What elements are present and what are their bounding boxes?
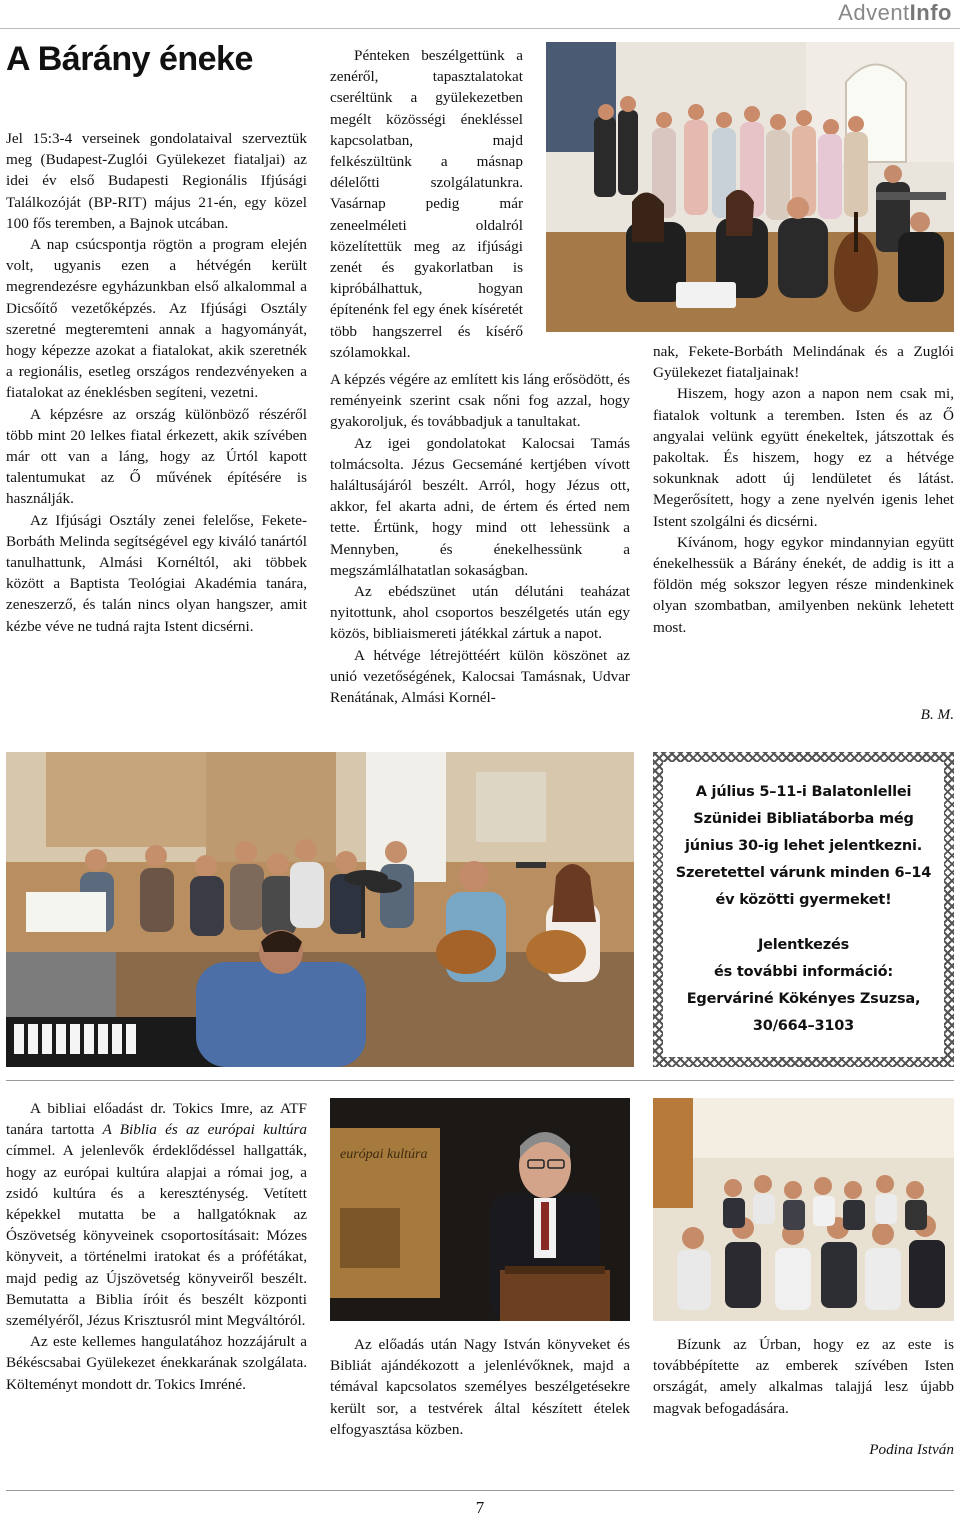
notice-line: 30/664–3103 <box>752 1018 855 1034</box>
notice-line: év közötti gyermeket! <box>715 892 892 908</box>
brand-light: Advent <box>838 0 910 25</box>
article1-paragraph: Kívánom, hogy egykor mindannyian együtt énekelhessük a Bárány énekét, de addig is itt a földön még sokszor legyen része mindenkinek olyan szombatban, amilyenben nekünk lehetett most. <box>653 533 954 636</box>
camp-notice-box <box>653 752 954 1067</box>
audience-photo <box>653 1098 954 1321</box>
article1-column-1 <box>6 128 307 637</box>
article1-column-2 <box>330 369 630 708</box>
article2-paragraph: Az előadás után Nagy István könyveket és Bibliát ajándékozott a jelenlévőknek, majd a témával kapcsolatos személyes beszélgetésekre került sor, a testvérek által készített ételek elfogyasztása közben. <box>330 1336 630 1438</box>
article2-paragraph: Bízunk az Úrban, hogy ez az este is továbbépítette az emberek szívében Isten országát, amely alkalmas talajjá lesz újabb magvak befogadására. <box>653 1336 954 1417</box>
article2-paragraph <box>6 1331 307 1395</box>
choir-photo <box>546 42 954 332</box>
notice-line: és további információ: <box>714 964 893 980</box>
article2-paragraph <box>6 1098 307 1331</box>
article2-column-2 <box>330 1334 630 1440</box>
lecture-title: A Biblia és az európai kultúra <box>102 1121 307 1139</box>
article1-paragraph: Az Ifjúsági Osztály zenei felelőse, Fekete-Borbáth Melinda segítségével egy kiváló tanártól tanulhattunk, Almási Kornéltól, aki többek között a Baptista Teológiai Akadémia tanára, zeneszerző, és talán nincs olyan hangszer, amit kézbe véve ne tudná rajta Istent dicsérni. <box>6 511 307 635</box>
slide-text: európai kultúra <box>340 1147 428 1162</box>
camp-notice-content <box>663 762 944 1057</box>
notice-line: Egerváriné Kökényes Zsuzsa, <box>686 991 921 1007</box>
notice-line: A július 5–11-i Balatonlellei <box>695 784 912 800</box>
article1-paragraph: nak, Fekete-Borbáth Melindának és a Zuglói Gyülekezet fiataljainak! <box>653 343 954 382</box>
article2-text: A bibliai előadást dr. Tokics Imre, az ATF tanára tartotta <box>6 1100 307 1139</box>
section-divider <box>6 1080 954 1081</box>
article1-column-3 <box>653 341 954 725</box>
article1-paragraph: Jel 15:3-4 verseinek gondolataival szerveztük meg (Budapest-Zuglói Gyülekezet fiataljai) az idei év első Budapesti Regionális Ifjúsági Találkozóját (BP-RIT) május 21-én, egy közel 100 fős teremben, a Bajnok utcában. <box>6 130 307 232</box>
article2-column-3 <box>653 1334 954 1460</box>
workshop-photo <box>6 752 634 1067</box>
article1-paragraph: Hiszem, hogy azon a napon nem csak mi, fiatalok voltunk a teremben. Isten és az Ő angyalai velünk együtt énekeltek, játszottak és pakoltak. És hiszem, hogy ez a hétvége sokunknak adott új lendületet és látást. Megerősített, hogy a zene nyelvén igenis lehet Istent szolgálni és dicsérni. <box>653 385 954 530</box>
article1-paragraph: A nap csúcspontja rögtön a program elején volt, ugyanis ezen a hétvégén került megrendezésre egyházunkban első alkalommal a Dicsőítő vezetőképzés. Az Ifjúsági Osztály szeretné megteremteni annak a hagyományát, hogy képezze azokat a fiatalokat, akik szeretnék a regionális, esetleg országos rendezvényeken a fiatalokat az éneklésben segíteni, vezetni. <box>6 236 307 402</box>
notice-line: június 30-ig lehet jelentkezni. <box>684 838 923 854</box>
article1-paragraph: A képzés végére az említett kis láng erősödött, és reményeink szerint csak nőni fog azzal, hogy gyakoroljuk, és továbbadjuk a tanultakat. <box>330 371 630 431</box>
article2-text: címmel. A jelenlevők érdeklődéssel hallgatták, hogy az európai kultúra alapjai a római jog, a zsidó kultúra és a kereszténység. Vetített képekkel mutatta be a hallgatóknak az Ószövetség könyveinek csoportosításait: Mózes könyveit, a történelmi iratokat és a prófétákat, majd pedig az Újszövetség könyveiről beszélt. Bemutatta a Biblia íróit és beszélt központi személyéről, Jézus Krisztusról mint Megváltóról. <box>6 1142 307 1330</box>
article1-paragraph: Az igei gondolatokat Kalocsai Tamás tolmácsolta. Jézus Gecsemáné kertjében vívott haláltusájáról beszélt. Arról, hogy Jézus ott, akkor, fel akarta adni, de értem és érted nem tette. Értünk, hogy mind ott lehessünk a Mennyben, és énekelhessünk a megszámlálhatatlan sokaságban. <box>330 434 630 579</box>
article-title: A Bárány éneke <box>6 40 253 78</box>
article1-paragraph: A képzésre az ország különböző részéről több mint 20 lelkes fiatal érkezett, akik szívében már ott van a láng, hogy az Úrtól kapott talentumukat az Ő művének építésére is használják. <box>6 405 307 508</box>
article1-paragraph: Pénteken beszélgettünk a zenéről, tapasztalatokat cseréltünk a gyülekezetben megélt közösségi énekléssel kapcsolatban, majd felkészültünk a másnap délelőtti szolgálatunkra. Vasárnap pedig már zeneelméleti oldalról közelítettük meg az ifjúsági zenét és gyakorlatban is kipróbálhattuk, hogyan építenénk fel egy ének kíséretét több hangszerrel és kísérő szólamokkal. <box>330 47 523 361</box>
article2-signature: Podina István <box>869 1440 954 1458</box>
magazine-brand <box>838 0 952 26</box>
article1-signature: B. M. <box>920 705 954 723</box>
header-rule <box>0 28 960 29</box>
footer-rule <box>6 1490 954 1491</box>
notice-line: Szeretettel várunk minden 6–14 <box>675 865 932 881</box>
article1-column-2-top <box>330 45 523 363</box>
lecture-photo <box>330 1098 630 1321</box>
brand-bold: Info <box>909 0 952 25</box>
article2-column-1 <box>6 1098 307 1395</box>
notice-line: Jelentkezés <box>757 937 850 953</box>
page-number: 7 <box>475 1498 485 1517</box>
article2-text: Az este kellemes hangulatához hozzájárult a Békéscsabai Gyülekezet énekkarának szolgálata. Költeményt mondott dr. Tokics Imréné. <box>6 1333 307 1393</box>
article1-paragraph: Az ebédszünet után délutáni teaházat nyitottunk, ahol csoportos beszélgetés után egy közös, bibliaismereti játékkal zártuk a napot. <box>330 583 630 643</box>
notice-line: Szünidei Bibliatáborba még <box>693 811 914 827</box>
article1-paragraph: A hétvége létrejöttéért külön köszönet az unió vezetőségének, Kalocsai Tamásnak, Udvar Renátának, Almási Kornél- <box>330 646 630 707</box>
